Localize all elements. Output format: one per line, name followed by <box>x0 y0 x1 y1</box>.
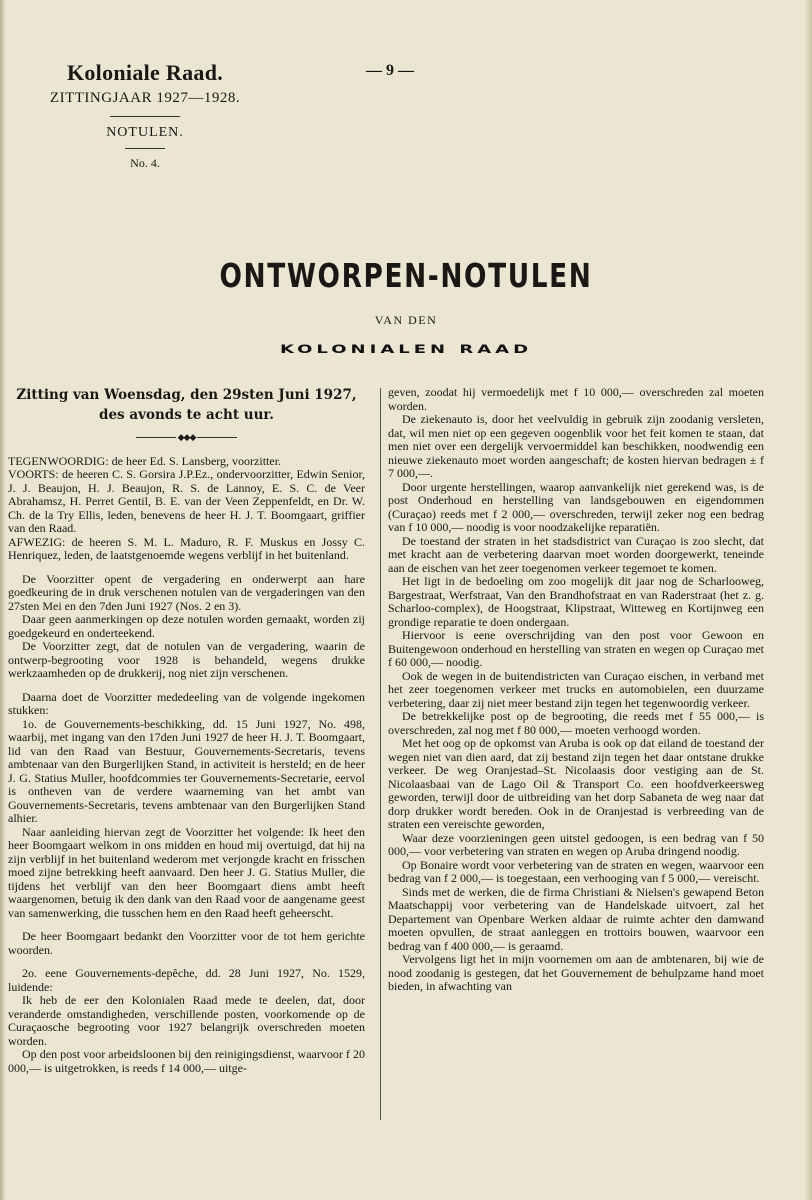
header-divider <box>110 116 180 117</box>
paragraph: Door urgente herstellingen, waarop aanvankelijk niet gerekend was, is de post Onderhoud en herstelling van landsgebouwen en eigendommen (Curaçao) reeds met f 2 000,— overschreden, terwijl zeker nog een bedrag van f 10 000,— noodig is voor noodzakelijke reparatiën. <box>388 479 764 534</box>
header-section: NOTULEN. <box>106 125 184 140</box>
paragraph: De ziekenauto is, door het veelvuldig in gebruik zijn zoodanig versleten, dat, wil men niet op een gegeven oogenblik voor het feit komen te staan, dat men niet over een dergelijk vervoermiddel kan beschikken, noodwendig een nieuwe ziekenauto moet worden aangeschaft; de kosten hiervan bedragen ± f 7 000,—. <box>388 412 764 480</box>
paragraph: Ook de wegen in de buitendistricten van Curaçao eischen, in verband met het zeer toegenomen verkeer met trucks en automobielen, een duurzame verbetering, daar zij niet meer bestand zijn tegen het tegenwoordig verkeer. <box>388 668 764 710</box>
paragraph: De heer Boomgaart bedankt den Voorzitter voor de tot hem gerichte woorden. <box>8 929 365 957</box>
left-column <box>8 385 365 1075</box>
right-column <box>388 386 764 994</box>
ornament-divider: ◆◆◆ <box>8 431 365 445</box>
paragraph: Hiervoor is eene overschrijding van den post voor Gewoon en Buitengewoon onderhoud en herstelling van straten en wegen op Curaçao met f 60 000,— noodig. <box>388 628 764 669</box>
paragraph: AFWEZIG: de heeren S. M. L. Maduro, R. F. Muskus en Jossy C. Henriquez, leden, de laatstgenoemde wegens verblijf in het buitenland. <box>8 534 365 563</box>
paragraph: De toestand der straten in het stadsdistrict van Curaçao is zoo slecht, dat met kracht aan de verbetering daarvan moet worden doorgewerkt, teneinde aan de eischen van het zeer toegenomen verkeer tegemoet te komen. <box>388 533 764 575</box>
paragraph: De Voorzitter zegt, dat de notulen van de vergadering, waarin de ontwerp-begrooting voor 1928 is behandeld, wegens drukke werkzaamheden op de drukkerij, nog niet zijn verschenen. <box>8 639 365 681</box>
paragraph: TEGENWOORDIG: de heer Ed. S. Lansberg, voorzitter. <box>8 453 282 468</box>
header-divider-small <box>125 148 165 149</box>
paragraph: Het ligt in de bedoeling om zoo mogelijk dit jaar nog de Scharlooweg, Bargestraat, Werfstraat, Van den Brandhofstraat en van Raderstraat (het z. g. Scharloo-complex), de Hoogstraat, Klipstraat, Witteweg en Kortijnweg een grondige reparatie te doen ondergaan. <box>388 574 764 629</box>
paragraph: Vervolgens ligt het in mijn voornemen om aan de ambtenaren, bij wie de nood zoodanig is gestegen, dat het Gouvernement de behulpzame hand moet bieden, in afwachting van <box>388 952 764 993</box>
page-number: — 9 — <box>366 62 414 79</box>
masthead-org <box>0 339 812 360</box>
paragraph: Waar deze voorzieningen geen uitstel gedoogen, is een bedrag van f 50 000,— voor verbetering van straten en wegen op Aruba dringend noodig. <box>388 830 764 858</box>
session-heading: Zitting van Woensdag, den 29sten Juni 1927, <box>16 387 357 403</box>
paragraph: geven, zoodat hij vermoedelijk met f 10 000,— overschreden zal moeten worden. <box>388 385 764 413</box>
paragraph: Ik heb de eer den Kolonialen Raad mede te deelen, dat, door veranderde omstandigheden, verschillende posten, voorkomende op de Curaçaosche begrooting voor 1927 belangrijk overschreden moeten worden. <box>8 993 365 1048</box>
paragraph: Op den post voor arbeidsloonen bij den reinigingsdienst, waarvoor f 20 000,— is uitgetrokken, is reeds f 14 000,— uitge- <box>8 1047 365 1075</box>
header-title: Koloniale Raad. <box>66 60 224 85</box>
paragraph: Daarna doet de Voorzitter mededeeling van de volgende ingekomen stukken: <box>8 689 365 718</box>
paragraph: Op Bonaire wordt voor verbetering van de straten en wegen, waarvoor een bedrag van f 2 000,— is toegestaan, een verhooging van f 5 000,— vereischt. <box>388 857 764 885</box>
paragraph: Met het oog op de opkomst van Aruba is ook op dat eiland de toestand der wegen niet van dien aard, dat zij bestand zijn tegen het daar ontstane drukke verkeer. De weg Oranjestad–St. Nicolaasis door vestiging aan de St. Nicolaasbaai van de Lago Oil & Transport Co. een hoofdverkeersweg geworden, terwijl door de uitbreiding van het dorp Sabaneta de weg naar dat dorp drukker wordt bereden. Ook in de Oranjestad is verbreeding van de straten een vereischte geworden, <box>388 736 764 831</box>
header-number: No. 4. <box>130 156 160 170</box>
column-divider <box>380 388 381 1120</box>
paragraph: 2o. eene Gouvernements-depêche, dd. 28 Juni 1927, No. 1529, luidende: <box>8 966 365 994</box>
paragraph: De betrekkelijke post op de begrooting, die reeds met f 55 000,— is overschreden, zal nog met f 80 000,— moeten verhoogd worden. <box>388 709 764 737</box>
header-block <box>30 60 260 171</box>
header-year: ZITTINGJAAR 1927—1928. <box>49 90 241 106</box>
masthead-org-text: KOLONIALEN RAAD <box>279 342 533 357</box>
paragraph: Daar geen aanmerkingen op deze notulen worden gemaakt, worden zij goedgekeurd en onderteekend. <box>8 612 365 640</box>
paragraph: 1o. de Gouvernements-beschikking, dd. 15 Juni 1927, No. 498, waarbij, met ingang van den 17den Juni 1927 de heer H. J. T. Boomgaart, lid van den Raad van Bestuur, Gouvernements-Secretaris, tevens ambtenaar van den Burgerlijken Stand, in activiteit is hersteld; en de heer J. G. Statius Muller, hoofdcommies ter Gouvernements-Secretarie, eervol is ontheven van de verdere waarneming van het ambt van Gouvernements-Secretaris, tevens ambtenaar van den Burgerlijken Stand alhier. <box>8 716 365 826</box>
masthead-subtitle: VAN DEN <box>374 313 438 327</box>
paragraph: Sinds met de werken, die de firma Christiani & Nielsen's gewapend Beton Maatschappij voor verbetering van de Handelskade uitvoert, zal het Departement van Openbare Werken aldaar de ruimte achter den damwand moeten opvullen, de straat aanleggen en trottoirs bouwen, waarvoor een bedrag van f 400 000,— is geraamd. <box>388 884 764 953</box>
masthead-title: ONTWORPEN-NOTULEN <box>219 256 593 295</box>
paragraph: De Voorzitter opent de vergadering en onderwerpt aan hare goedkeuring de in druk verschenen notulen van de vergaderingen van den 27sten Mei en den 7den Juni 1927 (Nos. 2 en 3). <box>8 571 365 613</box>
session-subheading: des avonds te acht uur. <box>99 407 274 423</box>
paragraph: Naar aanleiding hiervan zegt de Voorzitter het volgende: Ik heet den heer Boomgaart welkom in ons midden en houd mij overtuigd, dat hij na zijn verblijf in het buitenland wederom met verjongde kracht en frisschen moed zijne betrekking heeft aanvaard. Den heer J. G. Statius Muller, die tijdens het verblijf van den heer Boomgaart diens ambt heeft waargenomen, betuig ik den dank van den Raad voor de aangename geest van samenwerking, die tusschen hem en den Raad heeft geheerscht. <box>8 824 365 920</box>
paragraph: VOORTS: de heeren C. S. Gorsira J.P.Ez., ondervoorzitter, Edwin Senior, J. J. Beaujon, H. J. Beaujon, R. S. de Lannoy, E. S. C. de Veer Abrahamsz, H. Perret Gentil, B. E. van der Veen Zeppenfeldt, en Dr. W. Ch. de la Try Ellis, leden, benevens de heer H. J. T. Boomgaart, griffier van den Raad. <box>8 467 365 536</box>
